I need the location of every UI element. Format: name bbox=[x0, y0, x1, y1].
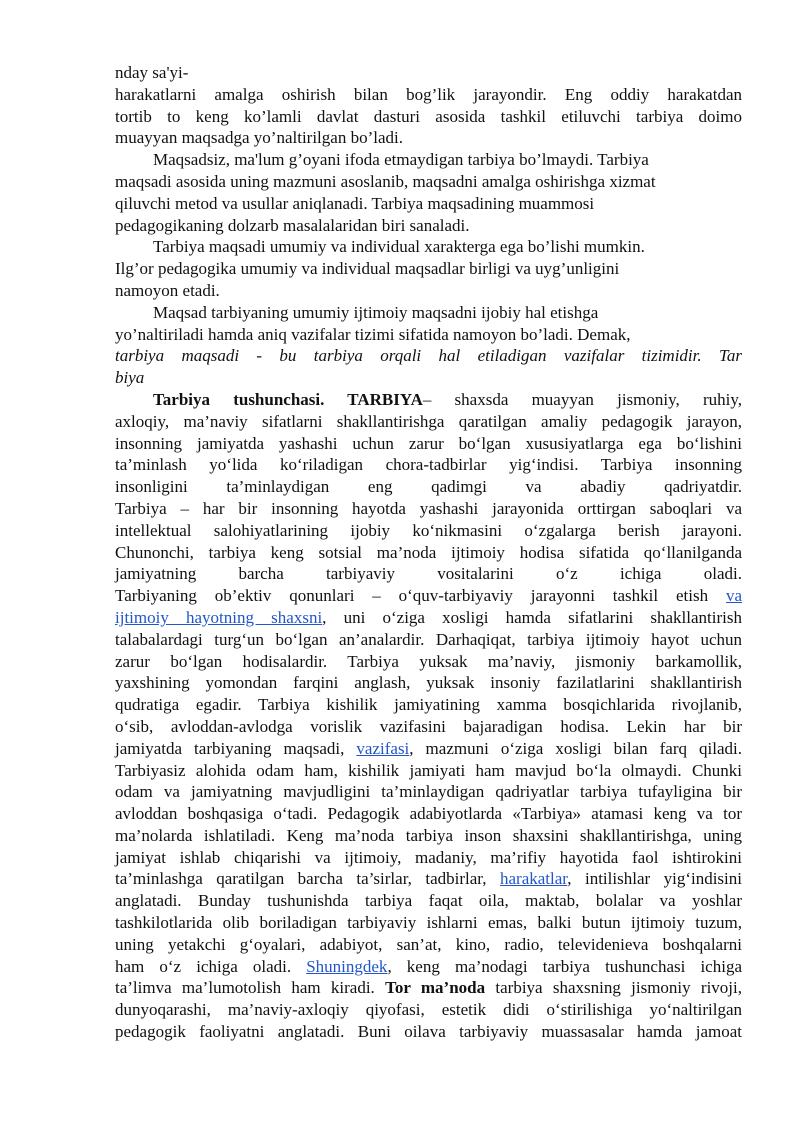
text-line: dunyoqarashi, ma’naviy-axloqiy qiyofasi, estetik didi o‘stirilishiga yo‘naltirilgan bbox=[115, 1000, 742, 1020]
text-line: muayyan maqsadga yo’naltirilgan bo’ladi. bbox=[115, 128, 403, 148]
text-line: nday sa'yi- bbox=[115, 63, 189, 82]
text-line: talabalardagi turg‘un bo‘lgan an’analardir. Darhaqiqat, tarbiya ijtimoiy hayot uchun bbox=[115, 629, 742, 649]
text-line: ham o‘z ichiga oladi. Shuningdek, keng ma’nodagi tarbiya tushunchasi ichiga bbox=[115, 956, 742, 976]
italic-definition-line: biya bbox=[115, 368, 145, 388]
text-line: pedagogik faoliyatni anglatadi. Buni oilava tarbiyaviy muassasalar hamda jamoat bbox=[115, 1022, 742, 1042]
text-line: Tarbiyasiz alohida odam ham, kishilik jamiyati ham mavjud bo‘la olmaydi. Chunki bbox=[115, 760, 742, 780]
text-line: qiluvchi metod va usullar aniqlanadi. Tarbiya maqsadining muammosi bbox=[115, 193, 595, 213]
text-line: maqsadi asosida uning mazmuni asoslanib, maqsadni amalga oshirishga xizmat bbox=[115, 171, 656, 191]
text-line: anglatadi. Bunday tushunishda tarbiya faqat oila, maktab, bolalar va yoshlar bbox=[115, 891, 742, 911]
text-line: o‘sib, avloddan-avlodga vorislik vazifasini bajaradigan hodisa. Lekin har bir bbox=[115, 716, 742, 736]
link-harakatlar[interactable]: harakatlar bbox=[500, 869, 568, 889]
text-line: avloddan boshqasiga o‘tadi. Pedagogik adabiyotlarda «Tarbiya» atamasi keng va tor bbox=[115, 804, 742, 824]
text-line: jamiyatda tarbiyaning maqsadi, vazifasi, mazmuni o‘ziga xosligi bilan farq qiladi. bbox=[115, 738, 742, 758]
text-line: yaxshining yomondan farqini anglash, yuksak insoniy fazilatlarini shakllantirish bbox=[115, 673, 742, 693]
text-line: intellektual salohiyatlarining ijobiy ko‘nikmasini o‘zgalarga berish jarayoni. bbox=[115, 520, 742, 540]
text-line: ta’minlashga qaratilgan barcha ta’sirlar, tadbirlar, harakatlar, intilishlar yig‘indisini bbox=[115, 869, 742, 889]
text-line: pedagogikaning dolzarb masalalaridan biri sanaladi. bbox=[115, 215, 470, 235]
text-line: insonning jamiyatda yashashi uchun zarur bo‘lgan xususiyatlarga ega bo‘lishini bbox=[115, 433, 742, 453]
text-line: qudratiga egadir. Tarbiya kishilik jamiyatining xamma bosqichlarida rivojlanib, bbox=[115, 695, 742, 715]
paragraph-first-line: Maqsad tarbiyaning umumiy ijtimoiy maqsadni ijobiy hal etishga bbox=[153, 302, 599, 322]
text-line: tortib to keng ko’lamli davlat dasturi asosida tashkil etiluvchi tarbiya doimo bbox=[115, 106, 742, 126]
text-line: namoyon etadi. bbox=[115, 280, 220, 300]
text-line: zarur bo‘lgan hodisalardir. Tarbiya yuksak ma’naviy, jismoniy barkamollik, bbox=[115, 651, 742, 671]
italic-definition-line: tarbiya maqsadi - bu tarbiya orqali hal etiladigan vazifalar tizimidir. Tar bbox=[115, 346, 742, 366]
section-heading-line: Tarbiya tushunchasi. TARBIYA– shaxsda muayyan jismoniy, ruhiy, bbox=[153, 389, 742, 409]
text-line: Chunonchi, tarbiya keng sotsial ma’noda ijtimoiy hodisa sifatida qo‘llanilganda bbox=[115, 542, 742, 562]
text-line: axloqiy, ma’naviy sifatlarni shakllantirishga qaratilgan amaliy pedagogik jarayon, bbox=[115, 411, 742, 431]
text-line: odam va jamiyatning mavjudligini ta’minlaydigan qadriyatlar tarbiya tufayligina bir bbox=[115, 782, 742, 802]
section-heading: Tarbiya tushunchasi. TARBIYA bbox=[153, 389, 423, 409]
paragraph-first-line: Tarbiya maqsadi umumiy va individual xarakterga ega bo’lishi mumkin. bbox=[153, 237, 645, 257]
text-line: uning yetakchi g‘oyalari, adabiyot, san’at, kino, radio, televidenieva boshqalarni bbox=[115, 934, 742, 954]
text-line: ijtimoiy hayotning shaxsni, uni o‘ziga xosligi hamda sifatlarini shakllantirish bbox=[115, 607, 742, 627]
bold-term: Tor ma’noda bbox=[385, 978, 486, 998]
text-line: Tarbiya – har bir insonning hayotda yashashi jarayonida orttirgan saboqlari va bbox=[115, 498, 742, 518]
text-line: Ilg’or pedagogika umumiy va individual maqsadlar birligi va uyg’unligini bbox=[115, 259, 620, 279]
text-line: ta’limva ma’lumotolish ham kiradi. Tor ma’noda tarbiya shaxsning jismoniy rivoji, bbox=[115, 978, 742, 998]
paragraph-first-line: Maqsadsiz, ma'lum g’oyani ifoda etmaydigan tarbiya bo’lmaydi. Tarbiya bbox=[153, 150, 649, 170]
text-line: Tarbiyaning ob’ektiv qonunlari – o‘quv-tarbiyaviy jarayonni tashkil etish va bbox=[115, 586, 742, 606]
document-body bbox=[115, 62, 742, 1043]
link-va[interactable]: va bbox=[725, 586, 742, 606]
link-vazifasi[interactable]: vazifasi bbox=[356, 738, 410, 758]
text-line: tashkilotlarida olib boriladigan tarbiyaviy ishlarni emas, balki butun ijtimoiy tuzum, bbox=[115, 913, 742, 933]
link-shuningdek[interactable]: Shuningdek bbox=[306, 956, 388, 976]
text-line: yo’naltiriladi hamda aniq vazifalar tizimi sifatida namoyon bo’ladi. Demak, bbox=[115, 324, 631, 344]
text-line: jamiyatning barcha tarbiyaviy vositalarini o‘z ichiga oladi. bbox=[115, 564, 742, 584]
link-ijtimoiy-hayotning-shaxsni[interactable]: ijtimoiy hayotning shaxsni bbox=[115, 607, 323, 627]
text-line: ma’nolarda ishlatiladi. Keng ma’noda tarbiya inson shaxsini shakllantirishga, uning bbox=[115, 825, 742, 845]
text-line: ta’minlash yo‘lida ko‘riladigan chora-tadbirlar yig‘indisi. Tarbiya insonning bbox=[115, 455, 742, 475]
text-line: jamiyat ishlab chiqarishi va ijtimoiy, madaniy, ma’rifiy hayotida faol ishtirokini bbox=[115, 847, 742, 867]
text-line: harakatlarni amalga oshirish bilan bog’lik jarayondir. Eng oddiy harakatdan bbox=[115, 84, 742, 104]
text-line: insonligini ta’minlaydigan eng qadimgi va abadiy qadriyatdir. bbox=[115, 477, 742, 497]
